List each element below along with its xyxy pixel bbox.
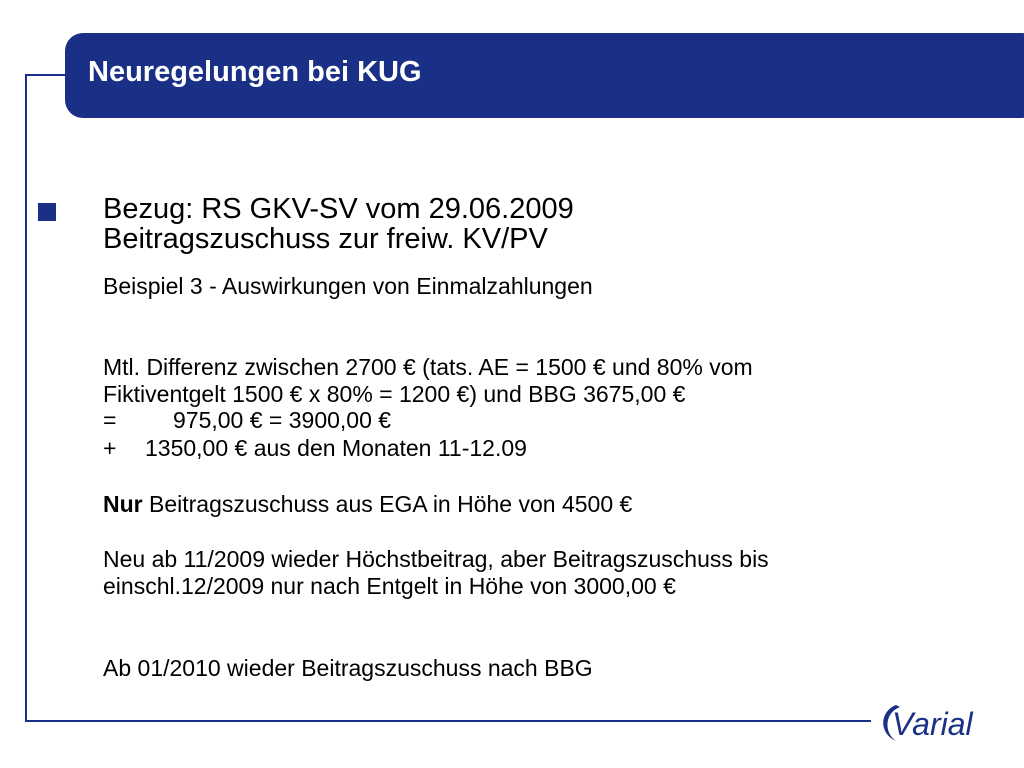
body-line-3	[103, 407, 391, 433]
body-line-8: Ab 01/2010 wieder Beitragszuschuss nach BBG	[103, 655, 593, 681]
frame-bottom-line	[25, 720, 871, 722]
bullet-heading	[103, 194, 574, 254]
bullet-heading-line-2: Beitragszuschuss zur freiw. KV/PV	[103, 223, 548, 255]
bullet-square-icon	[38, 203, 56, 221]
body-line-4	[103, 435, 527, 461]
varial-logo	[876, 697, 1006, 747]
body-line-7: einschl.12/2009 nur nach Entgelt in Höhe von 3000,00 €	[103, 573, 676, 599]
body-line-1: Mtl. Differenz zwischen 2700 € (tats. AE = 1500 € und 80% vom	[103, 354, 753, 380]
slide-title: Neuregelungen bei KUG	[88, 56, 422, 88]
frame-left-line	[25, 74, 27, 722]
plus-symbol: +	[103, 435, 117, 461]
body-line-3-text: 975,00 € = 3900,00 €	[173, 407, 392, 433]
body-line-4-text: 1350,00 € aus den Monaten 11-12.09	[145, 435, 527, 461]
body-line-2: Fiktiventgelt 1500 € x 80% = 1200 €) und BBG 3675,00 €	[103, 381, 686, 407]
body-line-5-text: Beitragszuschuss aus EGA in Höhe von 4500 €	[142, 491, 633, 517]
logo-text: Varial	[892, 706, 973, 742]
frame-top-line	[25, 74, 70, 76]
bullet-heading-line-1: Bezug: RS GKV-SV vom 29.06.2009	[103, 193, 574, 225]
example-subtitle: Beispiel 3 - Auswirkungen von Einmalzahlungen	[103, 273, 593, 299]
equals-symbol: =	[103, 407, 117, 433]
body-line-6: Neu ab 11/2009 wieder Höchstbeitrag, aber Beitragszuschuss bis	[103, 546, 769, 572]
body-line-5	[103, 491, 632, 517]
emphasis-nur: Nur	[103, 491, 143, 517]
